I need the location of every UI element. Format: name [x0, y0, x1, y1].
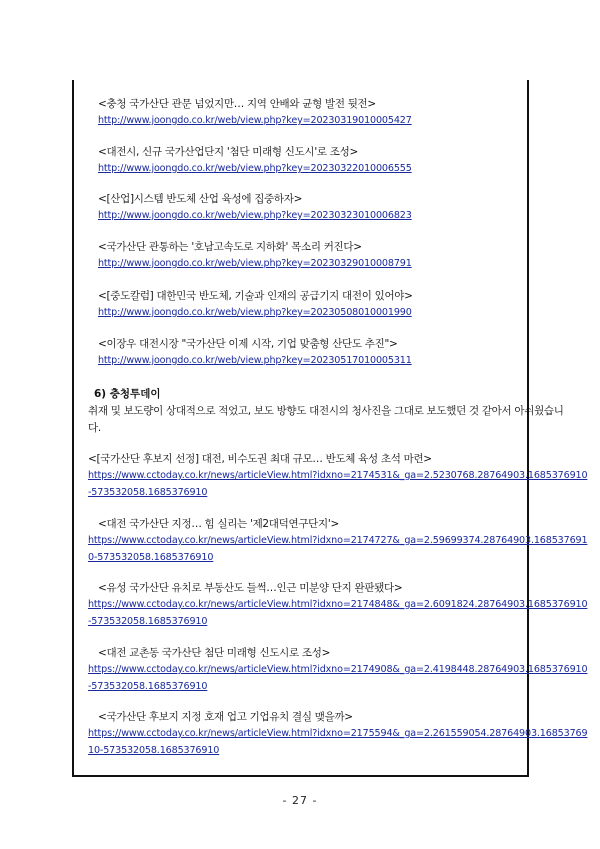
article-item — [74, 337, 527, 369]
body-line: 취재 및 보도량이 상대적으로 적었고, 보도 방향도 대전시의 청사진을 그대로 보도했던 것 같아서 아쉬웠습니 — [88, 405, 564, 417]
content-frame — [72, 80, 588, 777]
article-link[interactable]: http://www.joongdo.co.kr/web/view.php?key=20230319010005427 — [98, 115, 412, 126]
article-title: <대전 국가산단 지정… 힘 실리는 '제2대덕연구단지'> — [98, 518, 339, 530]
article-item — [74, 517, 588, 566]
section-body — [88, 403, 564, 437]
article-title: <대전시, 신규 국가산업단지 '첨단 미래형 신도시'로 조성> — [98, 146, 358, 158]
article-link-continued[interactable]: -573532058.1685376910 — [88, 487, 208, 498]
article-link[interactable]: http://www.joongdo.co.kr/web/view.php?key=20230322010006555 — [98, 163, 412, 174]
article-link[interactable]: https://www.cctoday.co.kr/news/articleView.html?idxno=2174727&_ga=2.59699374.28764903.168537691 — [88, 535, 588, 546]
article-link-continued[interactable]: 0-573532058.1685376910 — [88, 552, 214, 563]
article-link[interactable]: http://www.joongdo.co.kr/web/view.php?key=20230329010008791 — [98, 258, 412, 269]
article-link-continued[interactable]: -573532058.1685376910 — [88, 616, 208, 627]
article-link[interactable]: https://www.cctoday.co.kr/news/articleView.html?idxno=2174908&_ga=2.4198448.28764903.1685376910 — [88, 664, 588, 675]
article-item — [74, 710, 588, 759]
article-item — [74, 646, 588, 695]
page-number: - 27 - — [282, 794, 318, 807]
article-item — [74, 581, 588, 630]
article-item — [74, 192, 527, 224]
article-title: <이장우 대전시장 "국가산단 이제 시작, 기업 맞춤형 산단도 추진"> — [98, 338, 398, 350]
body-line: 다. — [88, 422, 101, 434]
article-title: <국가산단 후보지 지정 호재 업고 기업유치 결실 맺을까> — [98, 711, 353, 723]
article-item — [74, 240, 527, 272]
article-title: <충청 국가산단 관문 넘었지만… 지역 안배와 균형 발전 뒷전> — [98, 98, 376, 110]
article-link-continued[interactable]: 10-573532058.1685376910 — [88, 745, 220, 756]
article-item — [74, 452, 588, 501]
article-title: <[산업]시스템 반도체 산업 육성에 집중하자> — [98, 193, 303, 205]
article-link[interactable]: http://www.joongdo.co.kr/web/view.php?key=20230508010001990 — [98, 307, 412, 318]
article-title: <[중도칼럼] 대한민국 반도체, 기술과 인재의 공급기지 대전이 있어야> — [98, 290, 413, 302]
article-title: <국가산단 관통하는 '호남고속도로 지하화' 목소리 커진다> — [98, 241, 362, 253]
article-link[interactable]: http://www.joongdo.co.kr/web/view.php?key=20230517010005311 — [98, 355, 412, 366]
article-link[interactable]: https://www.cctoday.co.kr/news/articleView.html?idxno=2174531&_ga=2.5230768.28764903.1685376910 — [88, 470, 588, 481]
article-link[interactable]: https://www.cctoday.co.kr/news/articleView.html?idxno=2175594&_ga=2.261559054.28764903.16853769 — [88, 728, 588, 739]
article-link[interactable]: https://www.cctoday.co.kr/news/articleView.html?idxno=2174848&_ga=2.6091824.28764903.1685376910 — [88, 599, 588, 610]
article-item — [74, 97, 527, 129]
article-link[interactable]: http://www.joongdo.co.kr/web/view.php?key=20230323010006823 — [98, 210, 412, 221]
article-link-continued[interactable]: -573532058.1685376910 — [88, 681, 208, 692]
article-title: <유성 국가산단 유치로 부동산도 들썩…인근 미분양 단지 완판됐다> — [98, 582, 403, 594]
article-title: <[국가산단 후보지 선정] 대전, 비수도권 최대 규모… 반도체 육성 초석 마련> — [88, 453, 432, 465]
article-title: <대전 교촌동 국가산단 첨단 미래형 신도시로 조성> — [98, 647, 331, 659]
section-heading: 6) 충청투데이 — [94, 388, 161, 400]
article-item — [74, 145, 527, 177]
article-item — [74, 289, 527, 321]
